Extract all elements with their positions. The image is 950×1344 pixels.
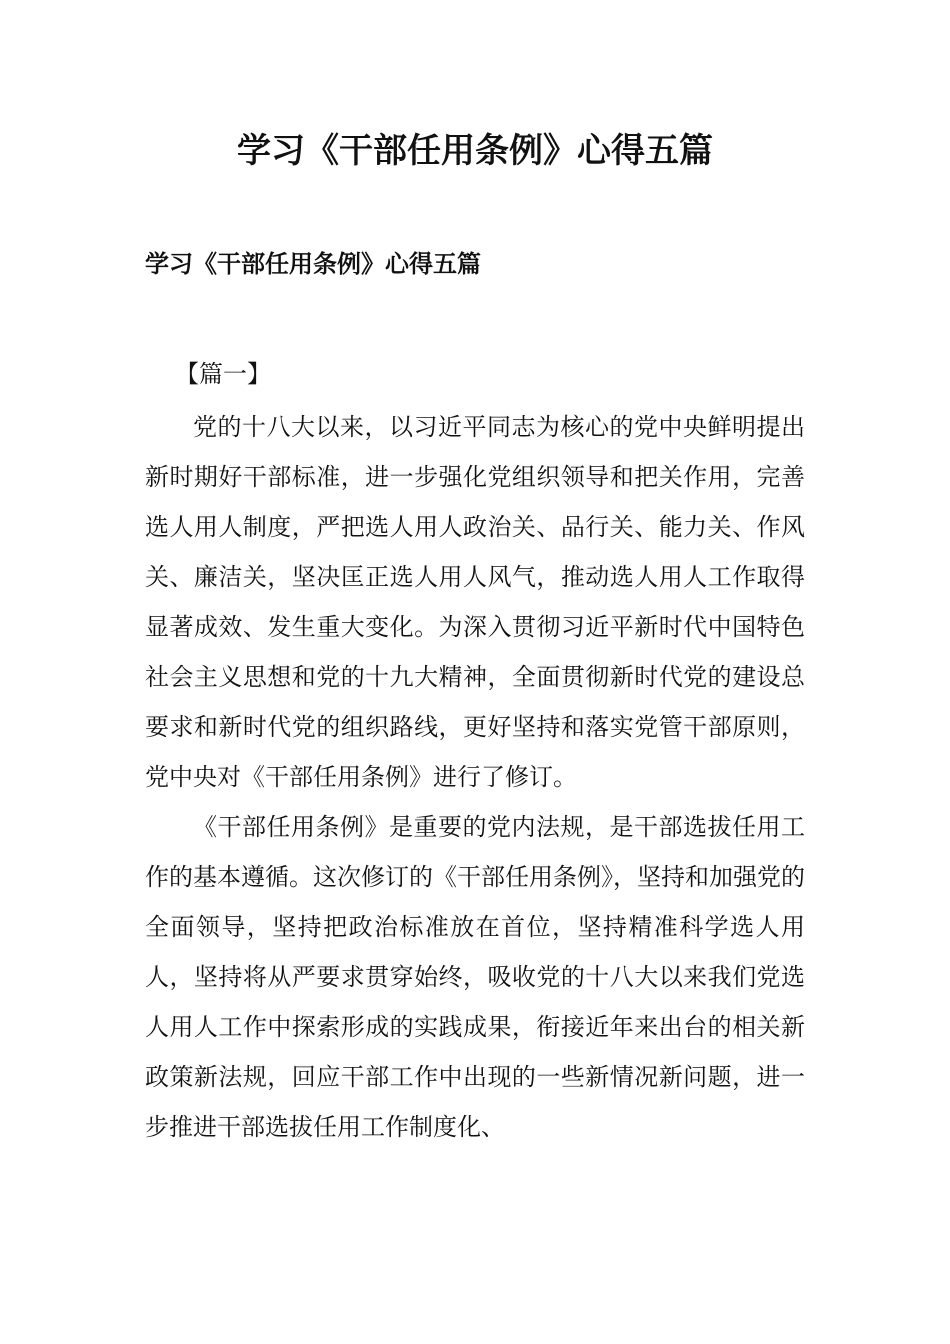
paragraph-2: 《干部任用条例》是重要的党内法规，是干部选拔任用工作的基本遵循。这次修订的《干部任用条例》，坚持和加强党的全面领导，坚持把政治标准放在首位，坚持精准科学选人用人，坚持将从严要求贯穿始终，吸收党的十八大以来我们党选人用人工作中探索形成的实践成果，衔接近年来出台的相关新政策新法规，回应干部工作中出现的一些新情况新问题，进一步推进干部选拔任用工作制度化、 bbox=[145, 813, 805, 1141]
document-subtitle: 学习《干部任用条例》心得五篇 bbox=[145, 250, 481, 278]
paragraph-1: 党的十八大以来，以习近平同志为核心的党中央鲜明提出新时期好干部标准，进一步强化党组织领导和把关作用，完善选人用人制度，严把选人用人政治关、品行关、能力关、作风关、廉洁关，坚决匡正选人用人风气，推动选人用人工作取得显著成效、发生重大变化。为深入贯彻习近平新时代中国特色社会主义思想和党的十九大精神，全面贯彻新时代党的建设总要求和新时代党的组织路线，更好坚持和落实党管干部原则，党中央对《干部任用条例》进行了修订。 bbox=[145, 413, 805, 791]
document-title: 学习《干部任用条例》心得五篇 bbox=[237, 131, 713, 171]
section-label: 【篇一】 bbox=[175, 360, 271, 388]
document-body bbox=[145, 354, 805, 1152]
